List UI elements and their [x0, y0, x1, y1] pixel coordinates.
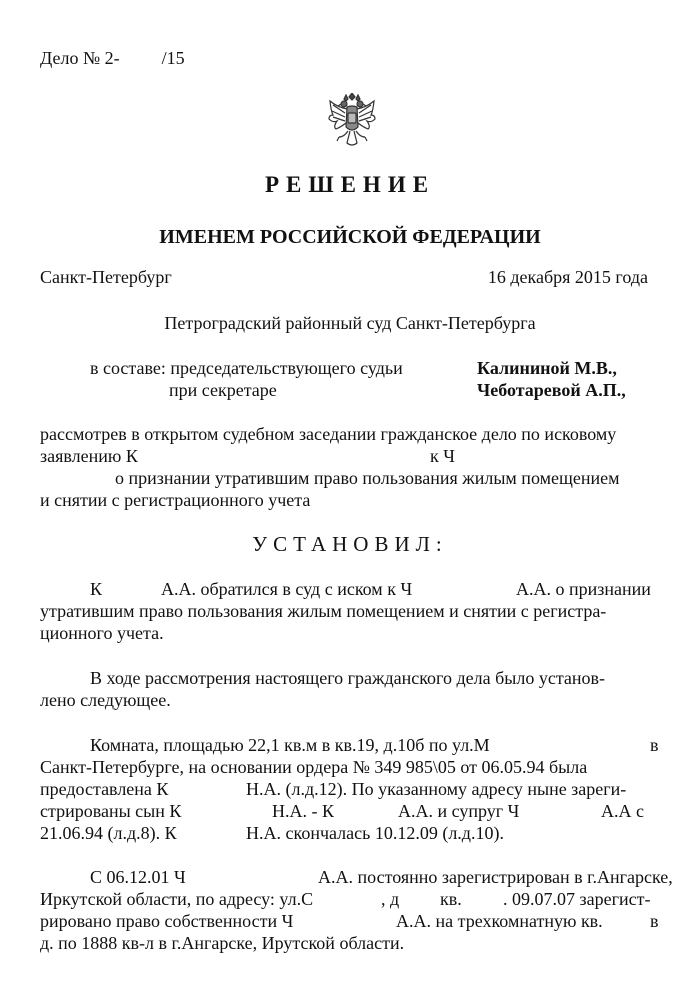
paragraph-claim [40, 578, 660, 644]
claim-line-1-mid: А.А. обратился в суд с иском к Ч [161, 579, 413, 599]
room-line-5-a: 21.06.94 (л.д.8). К [40, 823, 177, 843]
intro-line-1: рассмотрев в открытом судебном заседании гражданское дело по исковому [40, 424, 617, 444]
claim-line-3: ционного учета. [40, 623, 164, 643]
intro-paragraph [40, 423, 660, 511]
case-number [40, 47, 185, 69]
room-line-1-end: в [650, 735, 659, 755]
composition-secretary-label: при секретаре [169, 380, 277, 400]
claim-line-1-end: А.А. о признании [516, 579, 651, 599]
room-line-4-a: стрированы сын К [40, 801, 182, 821]
intro-line-4: и снятии с регистрационного учета [40, 490, 311, 510]
place-of-decision: Санкт-Петербург [40, 267, 172, 287]
claim-line-2: утратившим право пользования жилым помещением и снятии с регистра- [40, 601, 607, 621]
registration-line-1-b: А.А. постоянно зарегистрирован в г.Ангарске, [318, 867, 673, 887]
room-line-2: Санкт-Петербурге, на основании ордера № 349 985\05 от 06.05.94 была [40, 757, 588, 777]
section-heading-established: УСТАНОВИЛ: [252, 532, 448, 556]
registration-line-3-a: рировано право собственности Ч [40, 911, 294, 931]
room-line-3-end: Н.А. (л.д.12). По указанному адресу ныне зареги- [246, 779, 627, 799]
findings-line-1: В ходе рассмотрения настоящего гражданского дела было установ- [90, 668, 606, 688]
registration-line-4: д. по 1888 кв-л в г.Ангарске, Ирутской области. [40, 933, 405, 953]
room-line-3-start: предоставлена К [40, 779, 169, 799]
document-title: РЕШЕНИЕ [264, 172, 436, 197]
intro-line-2-plaintiff: заявлению К [40, 446, 138, 466]
registration-line-2-c: кв. [440, 889, 462, 909]
judge-name: Калининой М.В., [477, 358, 617, 378]
room-line-4-c: А.А. и супруг Ч [398, 801, 520, 821]
registration-line-2-d: . 09.07.07 зарегист- [503, 889, 651, 909]
registration-line-1-a: С 06.12.01 Ч [90, 867, 186, 887]
intro-line-2-defendant: к Ч [430, 446, 455, 466]
paragraph-room [40, 734, 660, 844]
room-line-4-b: Н.А. - К [272, 801, 334, 821]
room-line-1: Комната, площадью 22,1 кв.м в кв.19, д.10б по ул.М [90, 735, 490, 755]
document-subtitle: ИМЕНЕМ РОССИЙСКОЙ ФЕДЕРАЦИИ [159, 226, 541, 248]
registration-line-2-a: Иркутской области, по адресу: ул.С [40, 889, 314, 909]
secretary-name: Чеботаревой А.П., [477, 380, 626, 400]
double-headed-eagle-emblem [327, 93, 377, 149]
court-name: Петроградский районный суд Санкт-Петербурга [164, 313, 536, 333]
paragraph-registration [40, 866, 673, 954]
paragraph-findings-intro [40, 667, 660, 711]
composition-judge-label: в составе: председательствующего судьи [90, 358, 403, 378]
intro-line-3: о признании утратившим право пользования жилым помещением [115, 468, 620, 488]
case-number-prefix: Дело № 2- [40, 48, 120, 68]
case-number-suffix: /15 [161, 48, 185, 68]
claim-plaintiff-initial: К [90, 579, 103, 599]
findings-line-2: лено следующее. [40, 690, 171, 710]
decision-date: 16 декабря 2015 года [487, 267, 648, 287]
room-line-5-b: Н.А. скончалась 10.12.09 (л.д.10). [246, 823, 504, 843]
registration-line-3-c: в [650, 911, 659, 931]
registration-line-3-b: А.А. на трехкомнатную кв. [396, 911, 603, 931]
room-line-4-d: А.А с [601, 801, 644, 821]
registration-line-2-b: , д [381, 889, 400, 909]
